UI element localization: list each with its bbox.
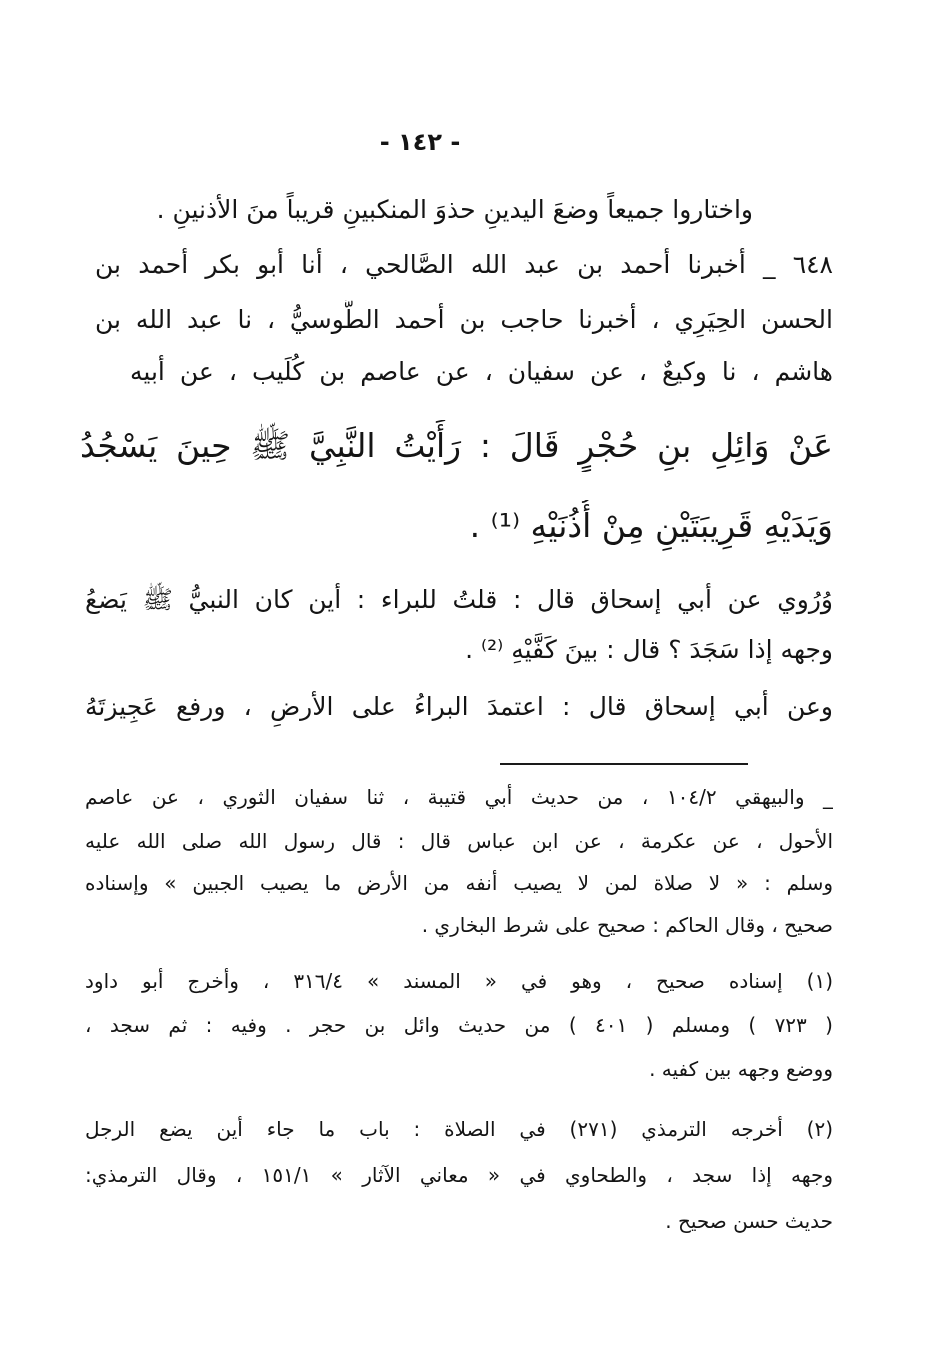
footnote-line: _ والبيهقي ١٠٤/٢ ، من حديث أبي قتيبة ، ثنا سفيان الثوري ، عن عاصم bbox=[85, 785, 833, 809]
hadith-number-line: ٦٤٨ _ أخبرنا أحمد بن عبد الله الصَّالحي ، أنا أبو بكر أحمد بن bbox=[95, 250, 833, 279]
text-line: الحسن الحِيَرِي ، أخبرنا حاجب بن أحمد الطُّوسيُّ ، نا عبد الله بن bbox=[95, 305, 833, 334]
footnote-line: صحيح ، وقال الحاكم : صحيح على شرط البخاري . bbox=[421, 913, 833, 937]
text-line: واختاروا جميعاً وضعَ اليدينِ حذوَ المنكبينِ قريباً منَ الأذنينِ . bbox=[156, 195, 753, 224]
page-number: - ١٤٢ - bbox=[379, 128, 461, 156]
footnote-1-line: ( ٧٢٣ ) ومسلم ( ٤٠١ ) من حديث وائل بن حجر . وفيه : ثم سجد ، bbox=[85, 1013, 833, 1037]
footnote-2-line: وجهه إذا سجد ، والطحاوي في « معاني الآثار » ١٥١/١ ، وقال الترمذي: bbox=[85, 1163, 833, 1187]
hadith-text-line: وَيَدَيْهِ قَرِيبَتَيْنِ مِنْ أُذُنَيْهِ ⁽¹⁾ . bbox=[469, 506, 833, 545]
hadith-text-line: عَنْ وَائِلِ بنِ حُجْرٍ قَالَ : رَأَيْتُ النَّبِيَّ ﷺ حِينَ يَسْجُدُ bbox=[80, 426, 833, 465]
footnote-2-line: حديث حسن صحيح . bbox=[665, 1209, 833, 1233]
footnote-2-line: (٢) أخرجه الترمذي (٢٧١) في الصلاة : باب ما جاء أين يضع الرجل bbox=[85, 1117, 833, 1141]
narration-line: وُرُوي عن أبي إسحاق قال : قلتُ للبراء : أين كان النبيُّ ﷺ يَضعُ bbox=[85, 585, 833, 614]
footnote-line: وسلم : « لا صلاة لمن لا يصيب أنفه من الأرض ما يصيب الجبين » وإسناده bbox=[85, 871, 833, 895]
footnote-line: الأحول ، عن عكرمة ، عن ابن عباس قال : قال رسول الله صلى الله عليه bbox=[85, 829, 833, 853]
footnote-1-line: ووضع وجهه بين كفيه . bbox=[649, 1057, 833, 1081]
narration-line: وعن أبي إسحاق قال : اعتمدَ البراءُ على الأرضِ ، ورفع عَجِيزتَهُ bbox=[85, 692, 833, 721]
footnote-separator bbox=[500, 763, 748, 765]
footnote-1-line: (١) إسناده صحيح ، وهو في « المسند » ٣١٦/٤ ، وأخرج أبو داود bbox=[85, 969, 833, 993]
text-line: هاشم ، نا وكيعٌ ، عن سفيان ، عن عاصم بن كُلَيب ، عن أبيه bbox=[130, 357, 833, 386]
narration-line: وجهه إذا سَجَدَ ؟ قال : بينَ كَفَّيْهِ ⁽²⁾ . bbox=[465, 635, 833, 664]
